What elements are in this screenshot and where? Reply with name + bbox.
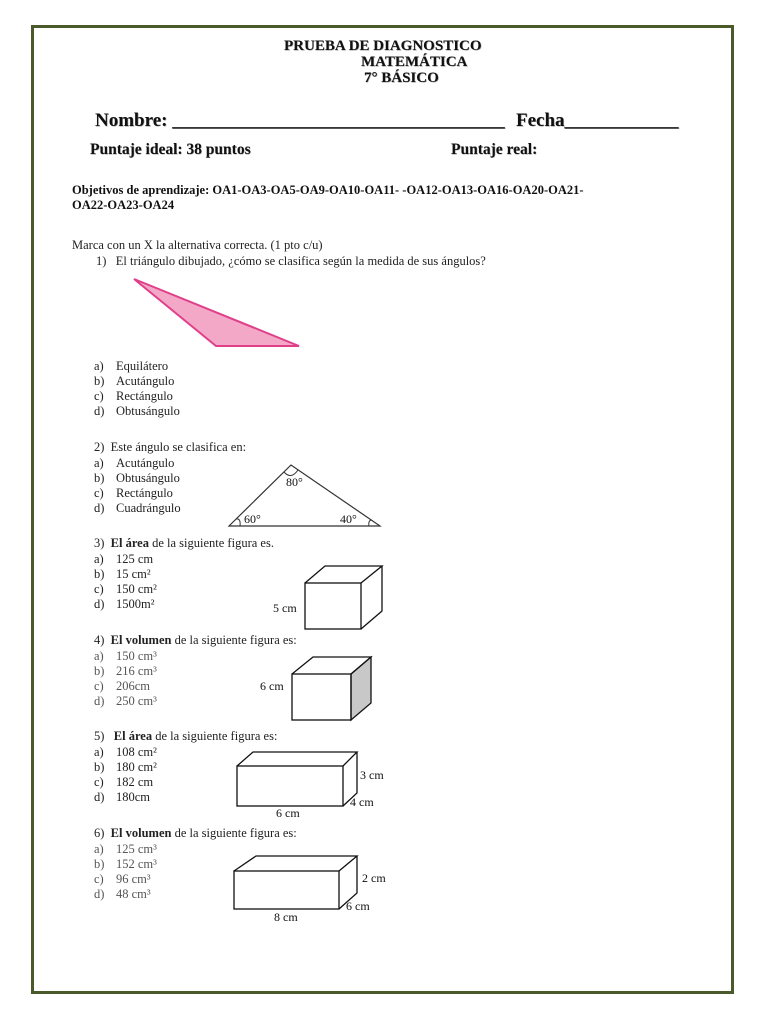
option-letter: d) xyxy=(94,597,105,611)
question-number: 4) xyxy=(94,633,105,647)
prism-outline xyxy=(234,856,357,909)
question-text: El triángulo dibujado, ¿cómo se clasifica según la medida de sus ángulos? xyxy=(115,254,486,268)
option-letter: d) xyxy=(94,694,105,708)
label-40: 40° xyxy=(340,512,357,526)
label-4cm: 4 cm xyxy=(350,795,374,809)
option-letter: d) xyxy=(94,404,105,418)
objectives-line2: OA22-OA23-OA24 xyxy=(72,198,175,212)
question-text: de la siguiente figura es. xyxy=(148,536,274,550)
option-text: Obtusángulo xyxy=(116,404,180,418)
option-letter: d) xyxy=(94,501,105,515)
label-2cm: 2 cm xyxy=(362,871,386,885)
option-letter: c) xyxy=(94,582,104,596)
option-text: 15 cm² xyxy=(116,567,151,581)
option-letter: b) xyxy=(94,857,105,871)
option-letter: a) xyxy=(94,359,104,373)
option-text: 206cm xyxy=(116,679,151,693)
puntaje-ideal: Puntaje ideal: 38 puntos xyxy=(90,141,251,158)
header-title: PRUEBA DE DIAGNOSTICO xyxy=(284,38,482,54)
option-letter: c) xyxy=(94,872,104,886)
fecha-field[interactable]: Fecha____________ xyxy=(516,110,679,131)
instructions: Marca con un X la alternativa correcta. (1 pto c/u) xyxy=(72,238,323,252)
option-text: 150 cm³ xyxy=(116,649,157,663)
label-6cm: 6 cm xyxy=(260,679,284,693)
option-letter: a) xyxy=(94,552,104,566)
header-grade: 7° BÁSICO xyxy=(364,70,439,86)
option-letter: c) xyxy=(94,486,104,500)
option-text: Acutángulo xyxy=(116,374,175,388)
option-text: 108 cm² xyxy=(116,745,157,759)
objectives-line1: Objetivos de aprendizaje: OA1-OA3-OA5-OA9-OA10-OA11- -OA12-OA13-OA16-OA20-OA21- xyxy=(72,183,584,197)
option-letter: b) xyxy=(94,760,105,774)
puntaje-real: Puntaje real: xyxy=(451,141,538,158)
label-3cm: 3 cm xyxy=(360,768,384,782)
option-letter: b) xyxy=(94,664,105,678)
question-number: 2) xyxy=(94,440,105,454)
question-text: de la siguiente figura es: xyxy=(171,826,297,840)
option-letter: c) xyxy=(94,679,104,693)
option-letter: d) xyxy=(94,790,105,804)
option-text: 180cm xyxy=(116,790,151,804)
question-number: 5) xyxy=(94,729,105,743)
option-text: 182 cm xyxy=(116,775,154,789)
option-text: 96 cm³ xyxy=(116,872,151,886)
label-6cm-length: 6 cm xyxy=(276,806,300,820)
label-60: 60° xyxy=(244,512,261,526)
option-text: 180 cm² xyxy=(116,760,157,774)
option-text: Equilátero xyxy=(116,359,169,373)
option-text: 150 cm² xyxy=(116,582,157,596)
option-letter: a) xyxy=(94,456,104,470)
option-text: 125 cm xyxy=(116,552,154,566)
question-number: 6) xyxy=(94,826,105,840)
question-number: 3) xyxy=(94,536,105,550)
header-subject: MATEMÁTICA xyxy=(361,54,468,70)
option-text: Obtusángulo xyxy=(116,471,180,485)
option-letter: d) xyxy=(94,887,105,901)
option-text: 250 cm³ xyxy=(116,694,157,708)
option-letter: a) xyxy=(94,842,104,856)
question-bold: El área xyxy=(110,536,149,550)
option-text: 216 cm³ xyxy=(116,664,157,678)
label-6cm-depth: 6 cm xyxy=(346,899,370,913)
option-text: 152 cm³ xyxy=(116,857,157,871)
question-text: de la siguiente figura es: xyxy=(171,633,297,647)
question-number: 1) xyxy=(96,254,107,268)
label-80: 80° xyxy=(286,475,303,489)
option-text: Rectángulo xyxy=(116,389,173,403)
question-text: Este ángulo se clasifica en: xyxy=(110,440,247,454)
question-bold: El volumen xyxy=(110,826,172,840)
option-text: 125 cm³ xyxy=(116,842,157,856)
option-text: Acutángulo xyxy=(116,456,175,470)
option-letter: b) xyxy=(94,374,105,388)
option-letter: c) xyxy=(94,389,104,403)
option-letter: a) xyxy=(94,649,104,663)
option-letter: b) xyxy=(94,567,105,581)
question-bold: El área xyxy=(113,729,153,743)
option-text: Cuadrángulo xyxy=(116,501,181,515)
label-8cm: 8 cm xyxy=(274,910,298,924)
option-text: Rectángulo xyxy=(116,486,173,500)
option-letter: b) xyxy=(94,471,105,485)
option-letter: c) xyxy=(94,775,104,789)
option-text: 48 cm³ xyxy=(116,887,151,901)
question-text: de la siguiente figura es: xyxy=(152,729,278,743)
option-letter: a) xyxy=(94,745,104,759)
label-5cm: 5 cm xyxy=(273,601,297,615)
nombre-field[interactable]: Nombre: ___________________________________ xyxy=(95,110,505,131)
question-bold: El volumen xyxy=(110,633,172,647)
option-text: 1500m² xyxy=(116,597,155,611)
